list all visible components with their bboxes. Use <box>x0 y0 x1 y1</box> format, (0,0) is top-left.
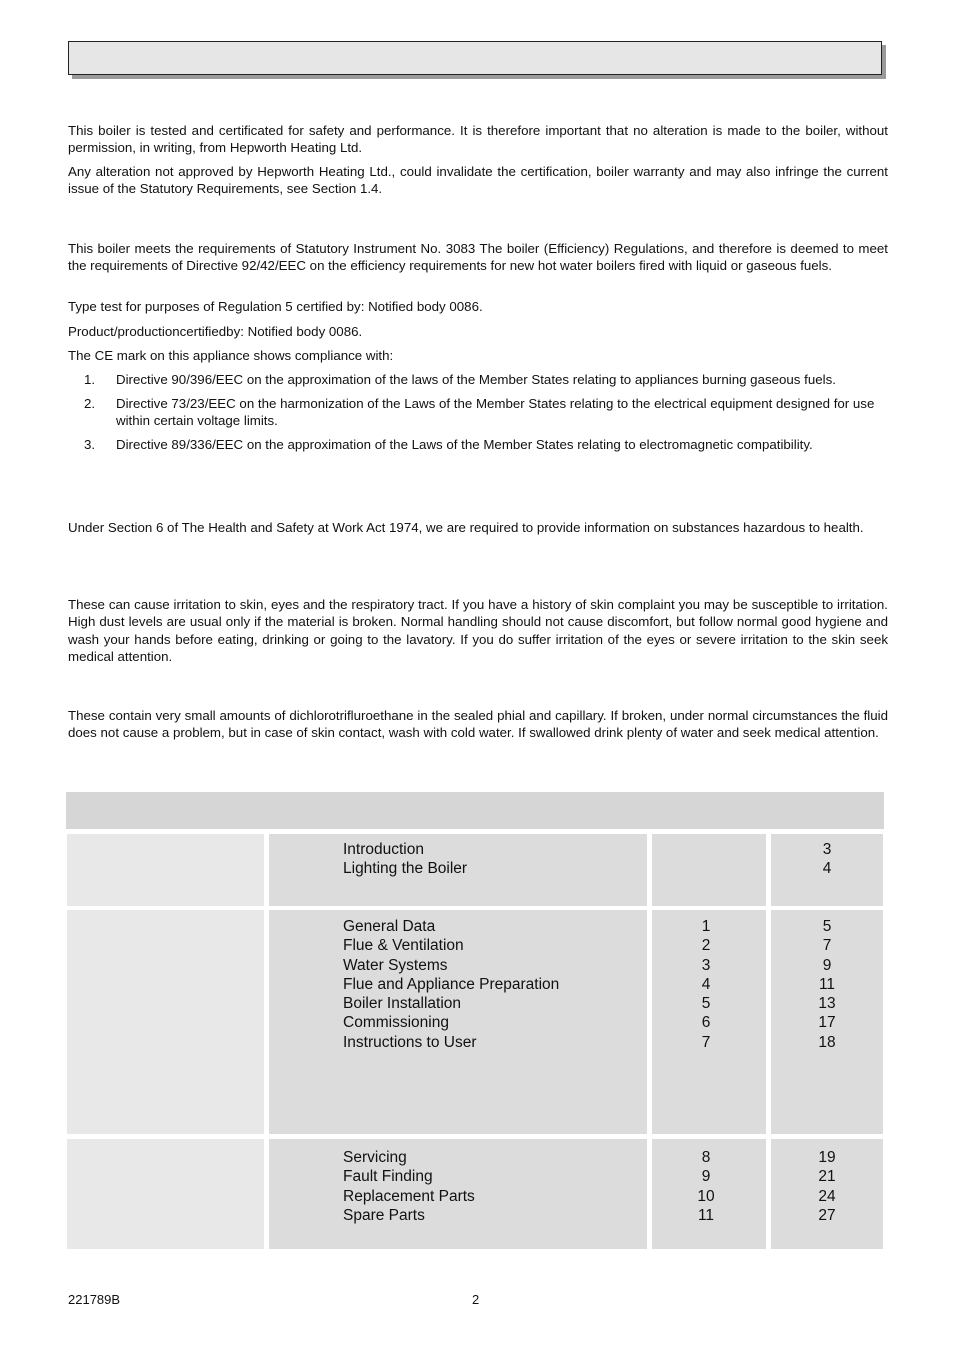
insulation-irritation-paragraph: These can cause irritation to skin, eyes and the respiratory tract. If you have a history of skin complaint you may be susceptible to irritation. High dust levels are usual only if the material is broken. Normal handling should not cause discomfort, but follow normal good hygiene and wash your hands before eating, drinking or going to the lavatory. If you do suffer irritation of the eyes or severe irritation to the skin seek medical attention. <box>68 597 888 664</box>
contents-title: Boiler Installation <box>343 995 462 1013</box>
contents-title: Introduction <box>343 841 424 858</box>
contents-page: 18 <box>818 1033 836 1051</box>
ce-mark-paragraph: The CE mark on this appliance shows compliance with: <box>68 348 394 363</box>
contents-section: 11 <box>697 1206 715 1224</box>
contents-title: Commissioning <box>343 1014 449 1032</box>
page-number: 2 <box>472 1292 480 1307</box>
contents-page: 4 <box>822 860 832 878</box>
contents-titles-list <box>343 840 467 879</box>
contents-section: 1 <box>701 918 711 935</box>
list-item: 1. Directive 90/396/EEC on the approximation of the laws of the Member States relating to appliances burning gaseous fuels. <box>84 372 836 387</box>
contents-section: 2 <box>701 937 711 955</box>
alteration-warning-paragraph: Any alteration not approved by Hepworth Heating Ltd., could invalidate the certification, boiler warranty and may also infringe the current issue of the Statutory Requirements, see Section 1.4. <box>68 164 888 197</box>
list-item: 2. Directive 73/23/EEC on the harmonization of the Laws of the Member States relating to the electrical equipment designed for use within certain voltage limits. <box>84 396 875 429</box>
contents-title: Water Systems <box>343 956 448 974</box>
contents-pages-list <box>771 840 883 879</box>
contents-page: 21 <box>818 1168 836 1186</box>
contents-title: Replacement Parts <box>343 1187 475 1205</box>
contents-section: 5 <box>701 995 711 1013</box>
contents-title: Flue and Appliance Preparation <box>343 975 560 993</box>
efficiency-regulations-paragraph: This boiler meets the requirements of Statutory Instrument No. 3083 The boiler (Efficiency) Regulations, and therefore is deemed to meet the requirements of Directive 92/42/EEC on the efficiency requirements for new hot water boilers fired with liquid or gaseous fuels. <box>68 241 888 274</box>
contents-page: 27 <box>818 1206 836 1224</box>
contents-section: 8 <box>701 1149 711 1166</box>
document-code: 221789B <box>68 1292 121 1307</box>
contents-title: Flue & Ventilation <box>343 937 464 955</box>
certification-paragraph: This boiler is tested and certificated for safety and performance. It is therefore important that no alteration is made to the boiler, without permission, in writing, from Hepworth Heating Ltd. <box>68 123 888 156</box>
contents-pages-list <box>771 1148 883 1225</box>
contents-title: General Data <box>343 918 436 935</box>
contents-section: 4 <box>701 975 711 993</box>
contents-page: 5 <box>822 918 832 935</box>
contents-section: 3 <box>701 956 711 974</box>
contents-header <box>66 792 884 829</box>
contents-page: 11 <box>818 975 836 993</box>
contents-title: Lighting the Boiler <box>343 860 468 878</box>
list-item: 3. Directive 89/336/EEC on the approximation of the Laws of the Member States relating to electromagnetic compatibility. <box>84 437 813 452</box>
sealed-components-paragraph: These contain very small amounts of dichlorotrifluroethane in the sealed phial and capillary. If broken, under normal circumstances the fluid does not cause a problem, but in case of skin contact, wash with cold water. If swallowed drink plenty of water and seek medical attention. <box>68 708 888 741</box>
contents-title: Instructions to User <box>343 1033 477 1051</box>
contents-pages-list <box>771 917 883 1052</box>
contents-row-label-cell <box>67 1139 264 1249</box>
health-safety-paragraph: Under Section 6 of The Health and Safety at Work Act 1974, we are required to provide information on substances hazardous to health. <box>68 520 864 535</box>
contents-sections-list <box>652 917 760 1052</box>
contents-row-label-cell <box>67 910 264 1134</box>
contents-title: Spare Parts <box>343 1206 425 1224</box>
contents-titles-list <box>343 1148 475 1225</box>
contents-page: 17 <box>818 1014 836 1032</box>
contents-page: 9 <box>822 956 832 974</box>
contents-sections-list <box>652 1148 760 1225</box>
contents-page: 13 <box>818 995 836 1013</box>
contents-row-label-cell <box>67 834 264 906</box>
contents-section: 9 <box>701 1168 711 1186</box>
contents-title: Servicing <box>343 1149 407 1166</box>
contents-page: 3 <box>822 841 832 858</box>
contents-page: 24 <box>818 1187 836 1205</box>
contents-section: 6 <box>701 1014 711 1032</box>
contents-page: 19 <box>818 1149 836 1166</box>
contents-row-section-cell <box>652 834 766 906</box>
contents-section: 10 <box>697 1187 715 1205</box>
product-certified-paragraph: Product/productioncertifiedby: Notified body 0086. <box>68 324 363 339</box>
contents-titles-list <box>343 917 559 1052</box>
contents-page: 7 <box>822 937 832 955</box>
type-test-paragraph: Type test for purposes of Regulation 5 certified by: Notified body 0086. <box>68 299 483 314</box>
contents-title: Fault Finding <box>343 1168 433 1186</box>
contents-section: 7 <box>701 1033 711 1051</box>
title-banner <box>68 41 882 75</box>
